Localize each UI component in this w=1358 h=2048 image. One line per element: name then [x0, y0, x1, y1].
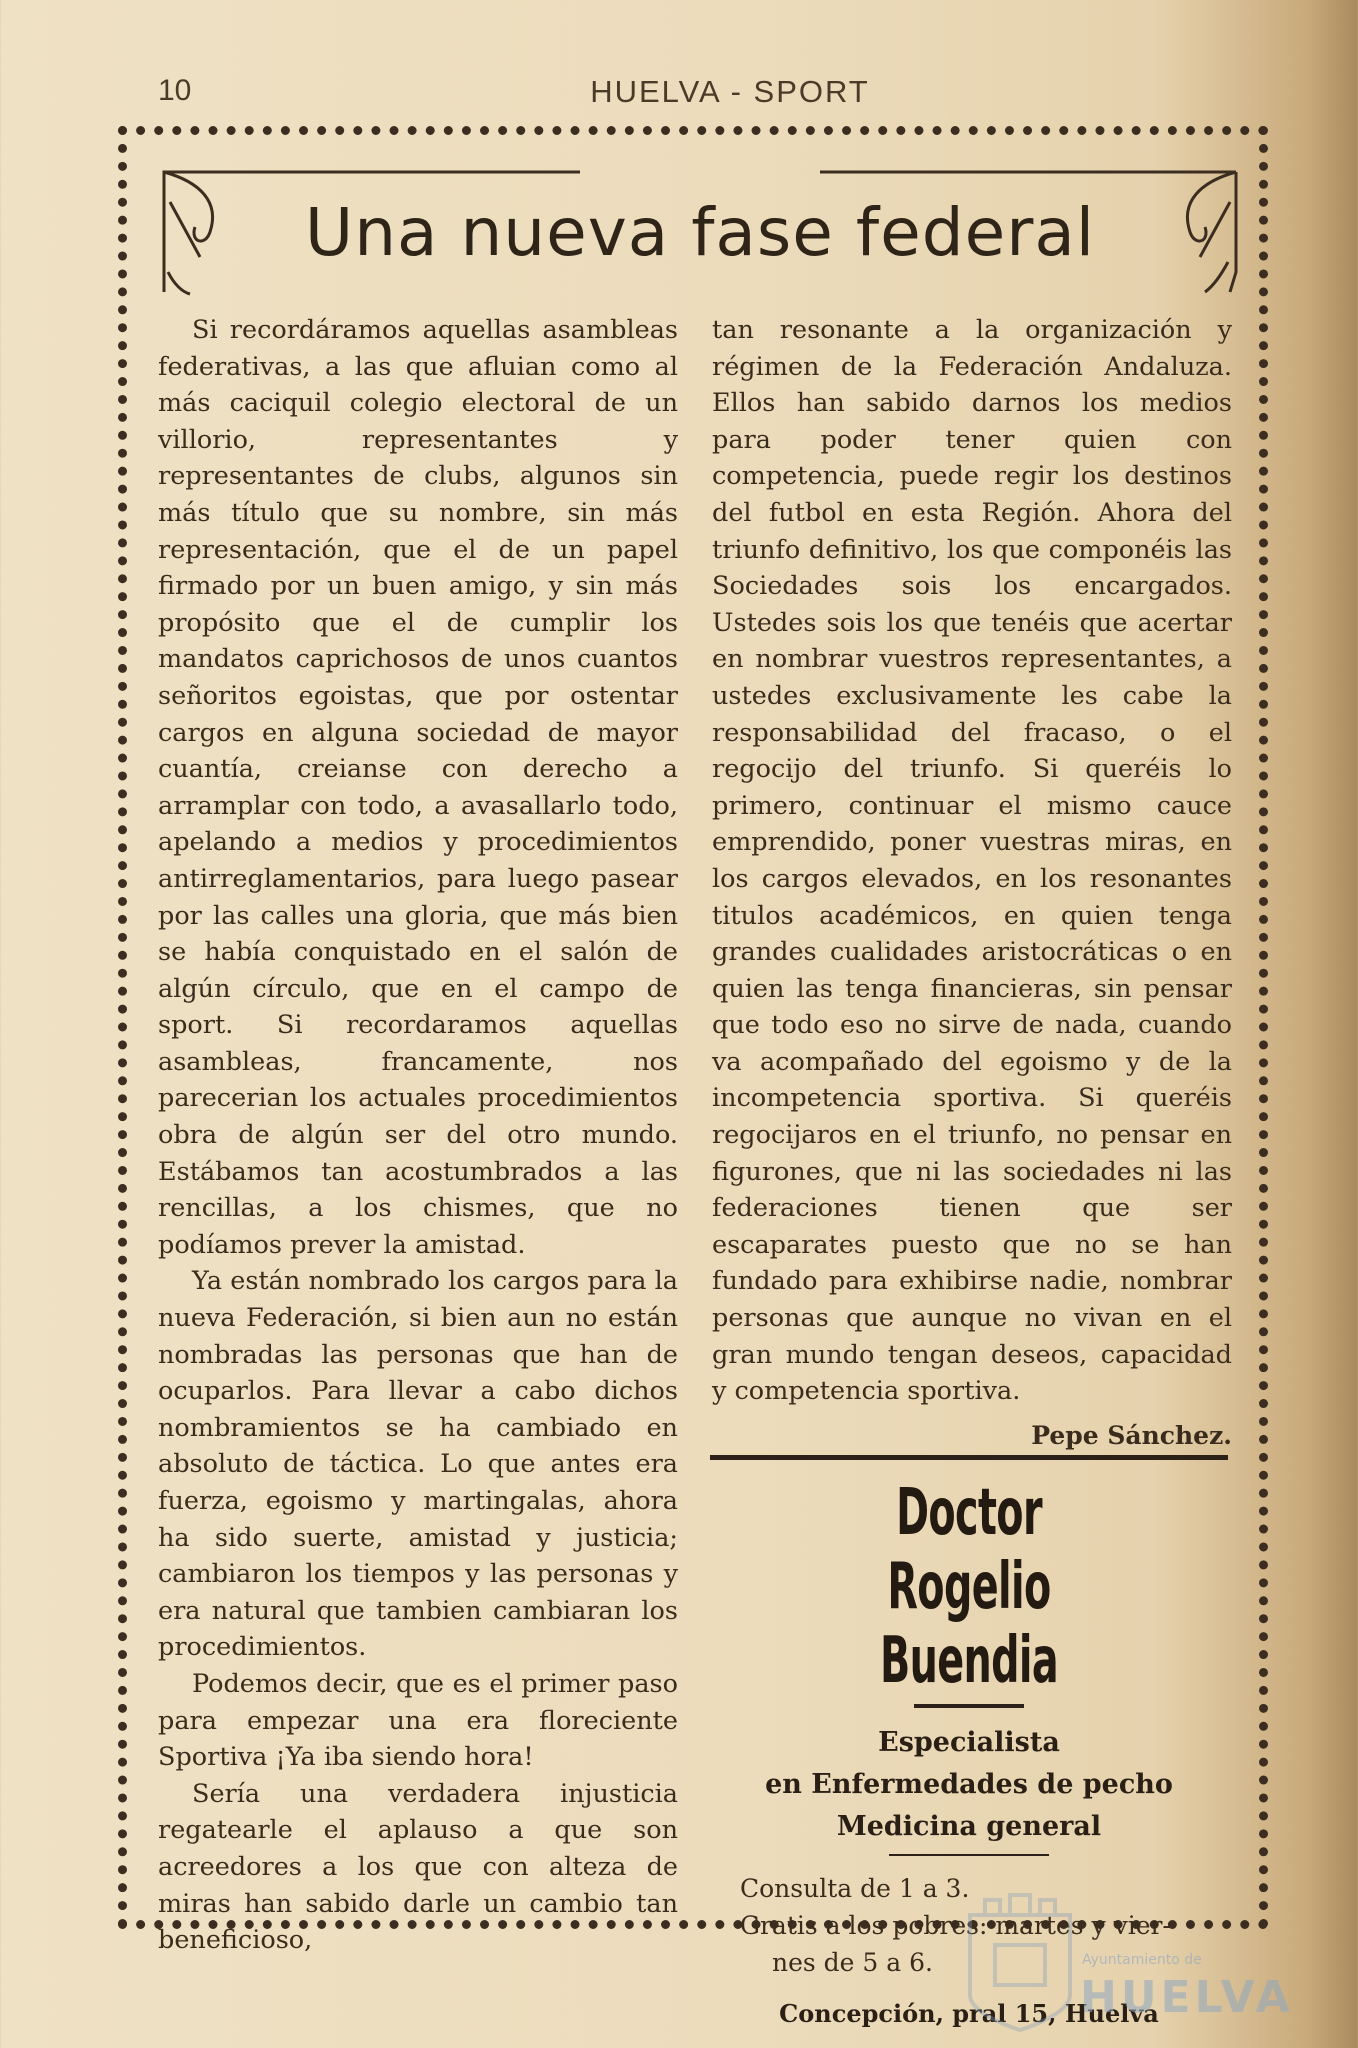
consulta-hours: Consulta de 1 a 3.	[740, 1874, 970, 1903]
divider-rule	[710, 1455, 1228, 1460]
specialty-line: Medicina general	[836, 1811, 1102, 1842]
paragraph: tan resonante a la organización y régimen de la Federación Andaluza. Ellos han sabido darnos los medios para poder tener quien con competencia, puede regir los destinos del futbol en esta Región. Ahora del triunfo definitivo, los que componéis las Sociedades sois los encargados. Ustedes sois los que tenéis que acertar en nombrar vuestros representantes, a ustedes exclusivamente les cabe la responsabilidad del fracaso, o el regocijo del triunfo. Si queréis lo primero, continuar el mismo cauce emprendido, poner vuestras miras, en los cargos elevados, en los resonantes titulos académicos, en quien tenga grandes cualidades aristocráticas o en quien las tenga financieras, sin pensar que todo eso no sirve de nada, cuando va acompañado del egoismo y de la incompetencia sportiva. Si queréis regocijaros en el triunfo, no pensar en figurones, que ni las sociedades ni las federaciones tienen que ser escaparates puesto que no se han fundado para exhibirse nadie, nombrar personas que aunque no vivan en el gran mundo tengan deseos, capacidad y competencia sportiva.	[712, 315, 1232, 1407]
free-hours-line1: Gratis a los pobres: martes y vier-	[740, 1911, 1171, 1940]
article-left-column	[158, 312, 678, 1959]
free-hours-line2: nes de 5 a 6.	[772, 1948, 933, 1977]
specialty	[710, 1722, 1228, 1848]
watermark-small-text: Ayuntamiento de	[1082, 1952, 1202, 1968]
page-header	[0, 74, 1358, 114]
paragraph: Podemos decir, que es el primer paso para empezar una era floreciente Sportiva ¡Ya iba siendo hora!	[158, 1668, 678, 1773]
doctor-address: Concepción, pral 15, Huelva	[779, 1999, 1159, 2028]
paragraph: Si recordáramos aquellas asambleas federativas, a las que afluian como al más caciquil colegio electoral de un villorio, representantes y representantes de clubs, algunos sin más título que su nombre, sin más representación, que el de un papel firmado por un buen amigo, y sin más propósito que el de cumplir los mandatos caprichosos de unos cuantos señoritos egoistas, que por ostentar cargos en alguna sociedad de mayor cuantía, creianse con derecho a arramplar con todo, a avasallarlo todo, apelando a medios y procedimientos antirreglamentarios, para luego pasear por las calles una gloria, que más bien se había conquistado en el salón de algún círculo, que en el campo de sport. Si recordaramos aquellas asambleas, francamente, nos parecerian los actuales procedimientos obra de algún ser del otro mundo. Estábamos tan acostumbrados a las rencillas, a los chismes, que no podíamos prever la amistad.	[158, 315, 678, 1260]
ad-divider	[914, 1704, 1024, 1708]
article-title: Una nueva fase federal	[304, 194, 1096, 271]
article-right-column	[712, 312, 1232, 1454]
paragraph: Sería una verdadera injusticia regatearle el aplauso a que son acreedores a los que con alteza de miras han sabido darle un cambio tan beneficioso,	[158, 1778, 678, 1956]
specialty-line: en Enfermedades de pecho	[765, 1769, 1173, 1800]
doctor-name: Doctor Rogelio Buendia	[879, 1476, 1059, 1698]
journal-title: HUELVA - SPORT	[590, 74, 870, 109]
page-number: 10	[158, 74, 192, 107]
ad-divider-thin	[889, 1854, 1049, 1856]
paragraph: Ya están nombrado los cargos para la nueva Federación, si bien aun no están nombradas las personas que han de ocuparlos. Para llevar a cabo dichos nombramientos se ha cambiado en absoluto de táctica. Lo que antes era fuerza, egoismo y martingalas, ahora ha sido suerte, amistad y justicia; cambiaron los tiempos y las personas y era natural que tambien cambiaran los procedimientos.	[158, 1266, 678, 1663]
specialty-line: Especialista	[878, 1727, 1060, 1758]
author-signature: Pepe Sánchez.	[1031, 1420, 1232, 1450]
watermark-text: HUELVA	[1080, 1972, 1294, 2023]
